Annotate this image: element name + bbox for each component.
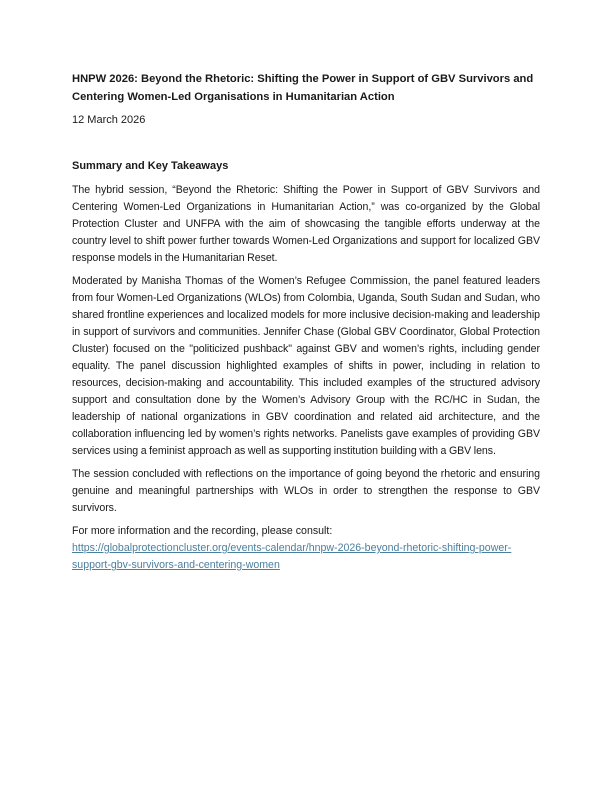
paragraph-panel: Moderated by Manisha Thomas of the Women’s Refugee Commission, the panel featured leaders from four Women-Led Organizations (WLOs) from Colombia, Uganda, South Sudan and Sudan, who shared frontline experiences and localized models for more inclusive decision-making and leadership in support of survivors and communities. Jennifer Chase (Global GBV Coordinator, Global Protection Cluster) focused on the "politicized pushback" against GBV and women’s rights, including gender equality. The panel discussion highlighted examples of shifts in power, including in relation to resources, decision-making and accountability. This included examples of the structured advisory support and consultation done by the Women’s Advisory Group with the RC/HC in Sudan, the leadership of national organizations in GBV coordination and related aid architecture, and the collaboration influencing led by women’s rights networks. Panelists gave examples of providing GBV services using a feminist approach as well as supporting institution building with a GBV lens.	[72, 275, 540, 457]
paragraph-intro: The hybrid session, “Beyond the Rhetoric: Shifting the Power in Support of GBV Survivors and Centering Women-Led Organizations in Humanitarian Action,” was co-organized by the Global Protection Cluster and UNFPA with the aim of showcasing the tangible efforts underway at the country level to shift power further towards Women-Led Organizations and support for localized GBV response models in the Humanitarian Reset.	[72, 184, 540, 264]
document-title: HNPW 2026: Beyond the Rhetoric: Shifting the Power in Support of GBV Survivors and Centering Women-Led Organisations in Humanitarian Action	[72, 73, 534, 103]
document-date: 12 March 2026	[72, 114, 146, 126]
section-heading: Summary and Key Takeaways	[72, 160, 229, 172]
more-info-text: For more information and the recording, please consult:	[72, 525, 333, 537]
event-link[interactable]: https://globalprotectioncluster.org/events-calendar/hnpw-2026-beyond-rhetoric-shifting-power-support-gbv-survivors-and-centering-women	[72, 542, 512, 571]
document-page	[72, 70, 540, 574]
paragraph-conclusion: The session concluded with reflections on the importance of going beyond the rhetoric and ensuring genuine and meaningful partnerships with WLOs in order to strengthen the response to GBV survivors.	[72, 468, 540, 514]
